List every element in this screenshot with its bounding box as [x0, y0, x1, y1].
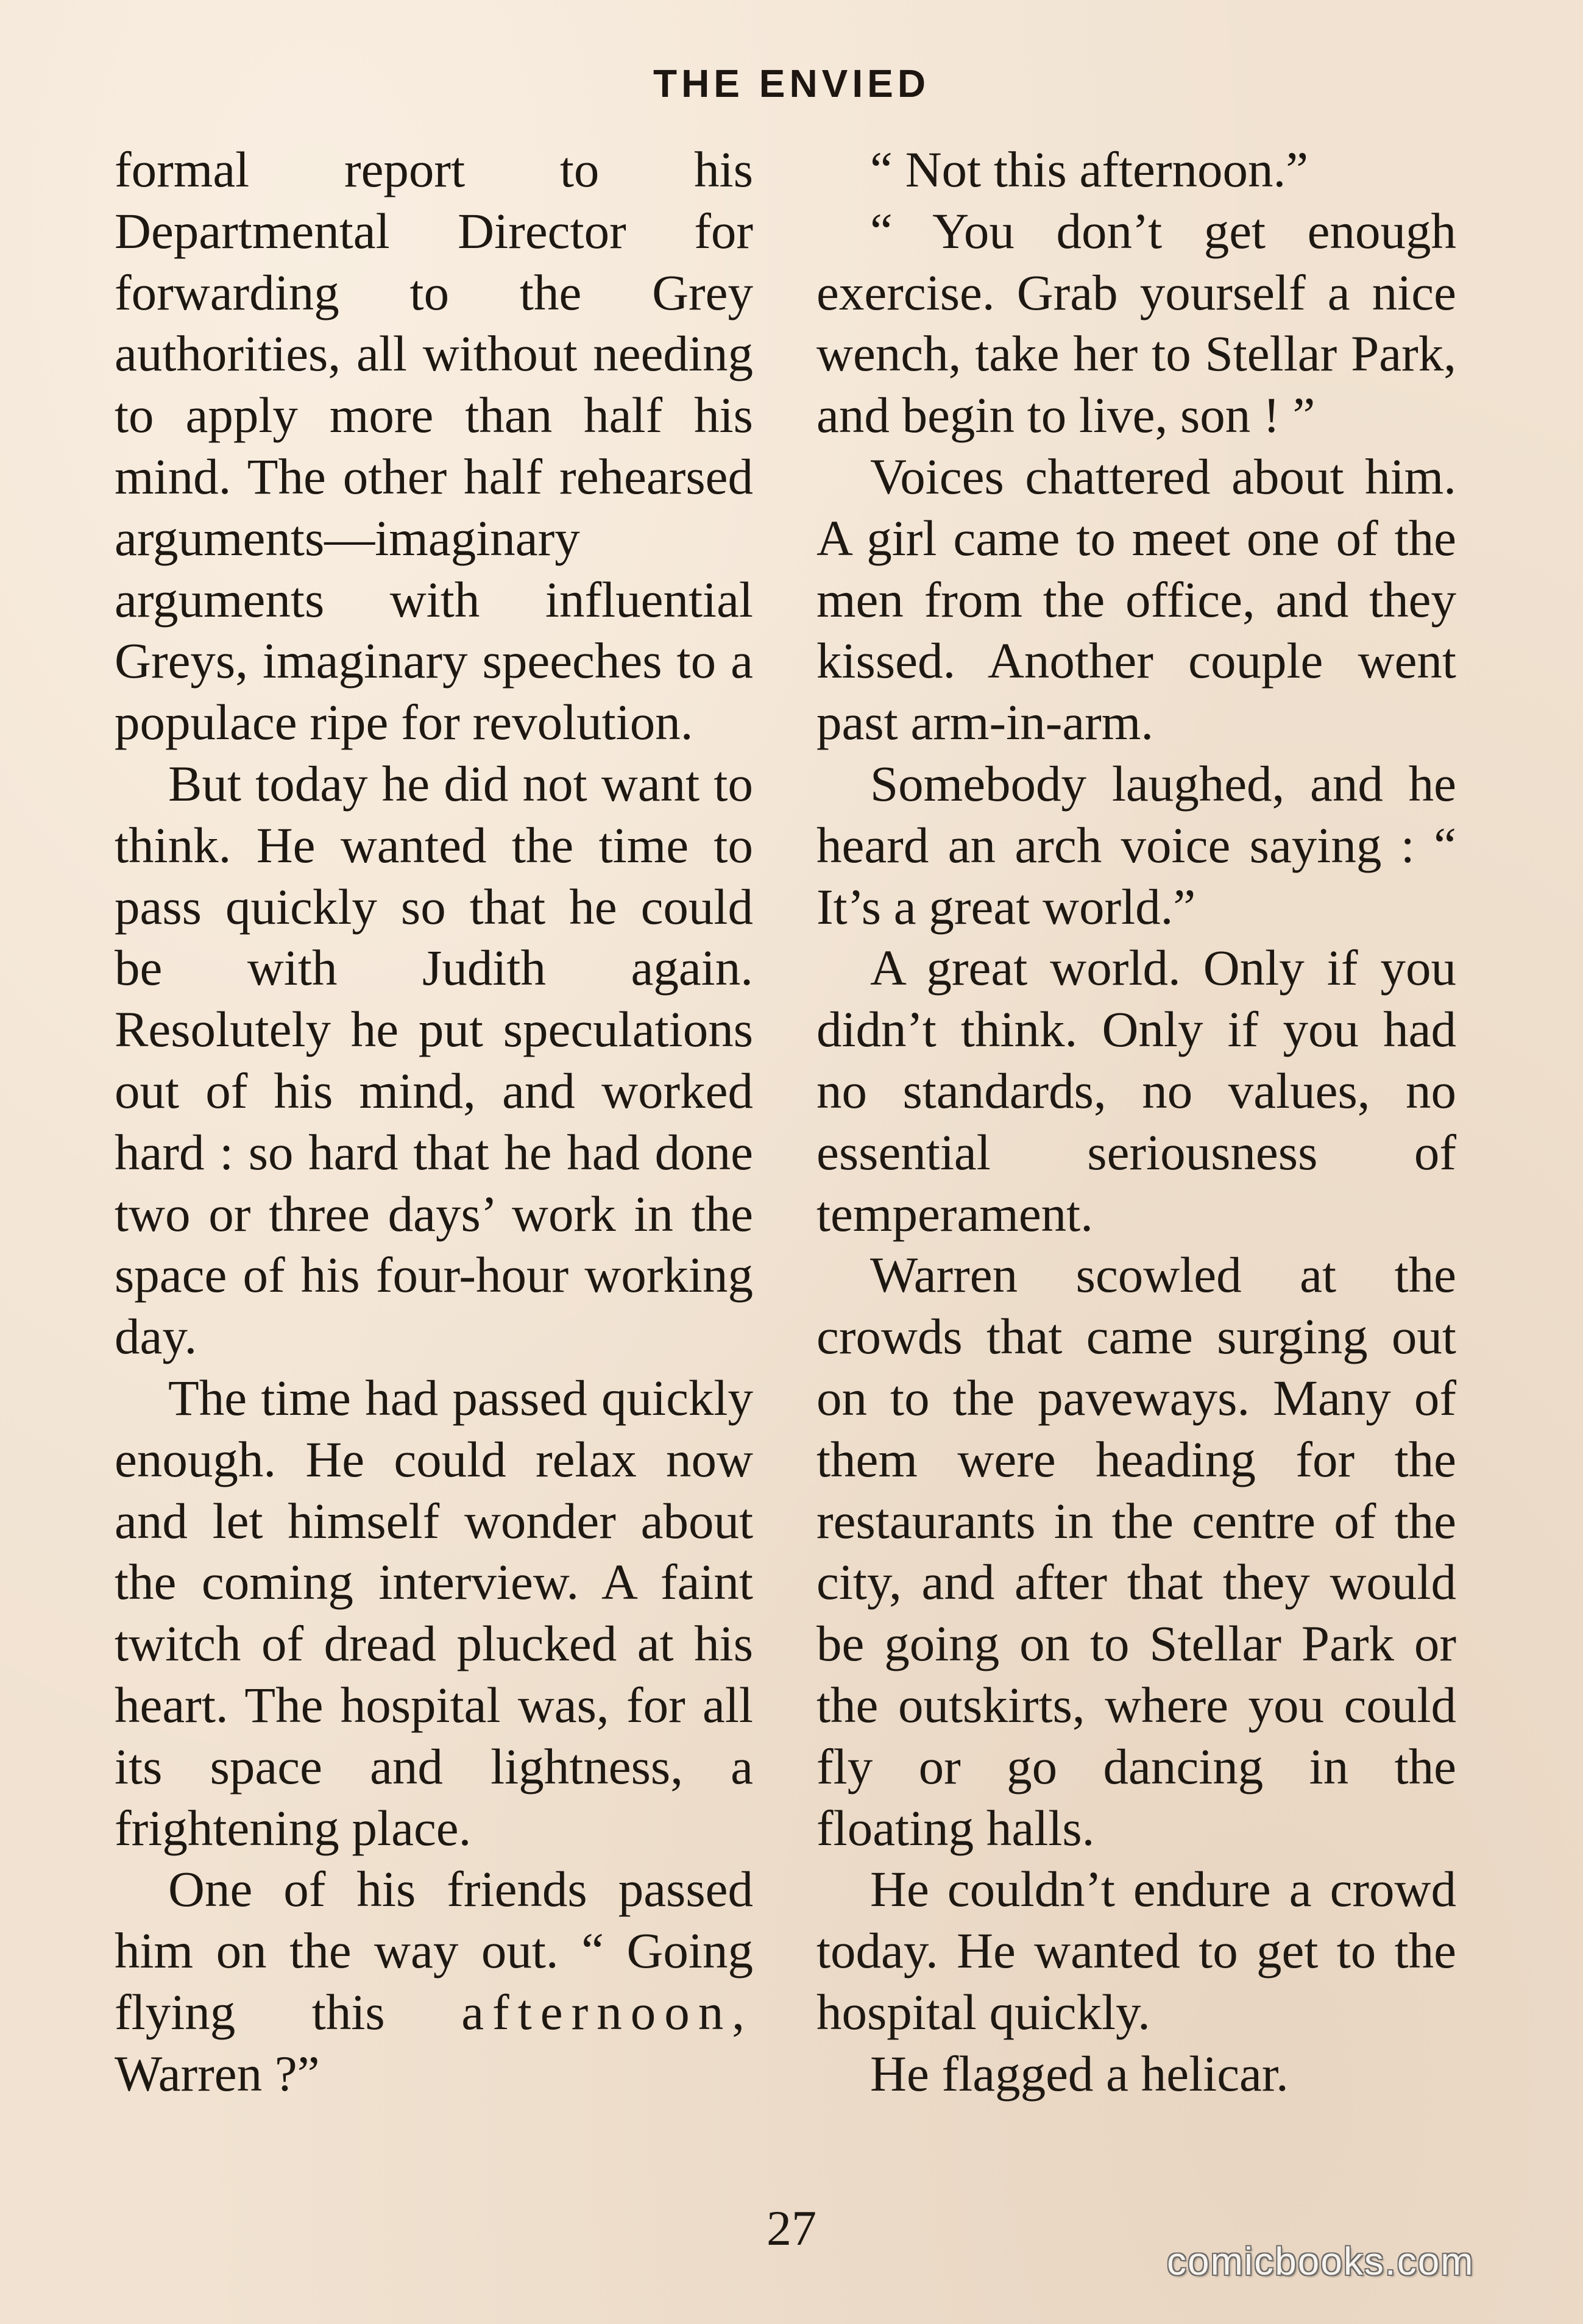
paragraph: He couldn’t endure a crowd today. He wanted to get to the hospital quickly. — [816, 1861, 1456, 2040]
paragraph: He flagged a helicar. — [870, 2045, 1289, 2102]
letterspaced-word: afternoon, — [461, 1983, 753, 2040]
paragraph: The time had passed quickly enough. He could relax now and let himself wonder about the coming interview. A faint twitch of dread plucked at his heart. The hospital was, for all its space and lightness, a frightening place. — [115, 1369, 753, 1856]
paragraph: Warren scowled at the crowds that came surging out on to the paveways. Many of them were heading for the restaurants in the centre of the city, and after that they would be going on to Stellar Park or the outskirts, where you could fly or go dancing in the floating halls. — [816, 1247, 1456, 1856]
watermark: comicbooks.com — [1167, 2239, 1475, 2283]
paragraph-text: One of his friends passed him on the way out. “ Going flying this — [115, 1861, 753, 2040]
running-head: THE ENVIED — [653, 62, 930, 105]
paragraph: “ Not this afternoon.” — [870, 141, 1309, 197]
paragraph: But today he did not want to think. He wanted the time to pass quickly so that he could be with Judith again. Resolutely he put speculations out of his mind, and worked hard : so hard that he had done two or three days’ work in the space of his four-hour working day. — [115, 755, 753, 1365]
paragraph: A great world. Only if you didn’t think. Only if you had no standards, no values, no essential seriousness of temperament. — [816, 940, 1456, 1242]
paragraph: “ You don’t get enough exercise. Grab yourself a nice wench, take her to Stellar Park, and begin to live, son ! ” — [816, 202, 1456, 444]
paragraph: Somebody laughed, and he heard an arch voice saying : “ It’s a great world.” — [816, 755, 1456, 935]
paragraph: formal report to his Departmental Director for forwarding to the Grey authorities, all without needing to apply more than half his mind. The other half rehearsed arguments—imaginary arguments with influential Greys, imaginary speeches to a populace ripe for revolution. — [115, 141, 753, 751]
left-column — [115, 139, 753, 2105]
paragraph — [115, 1858, 753, 2104]
paragraph: Voices chattered about him. A girl came to meet one of the men from the office, and they kissed. Another couple went past arm-in-arm. — [816, 448, 1456, 751]
page-number: 27 — [767, 2200, 816, 2256]
right-column — [816, 139, 1456, 2105]
paragraph-text: Warren ?” — [115, 2045, 320, 2102]
